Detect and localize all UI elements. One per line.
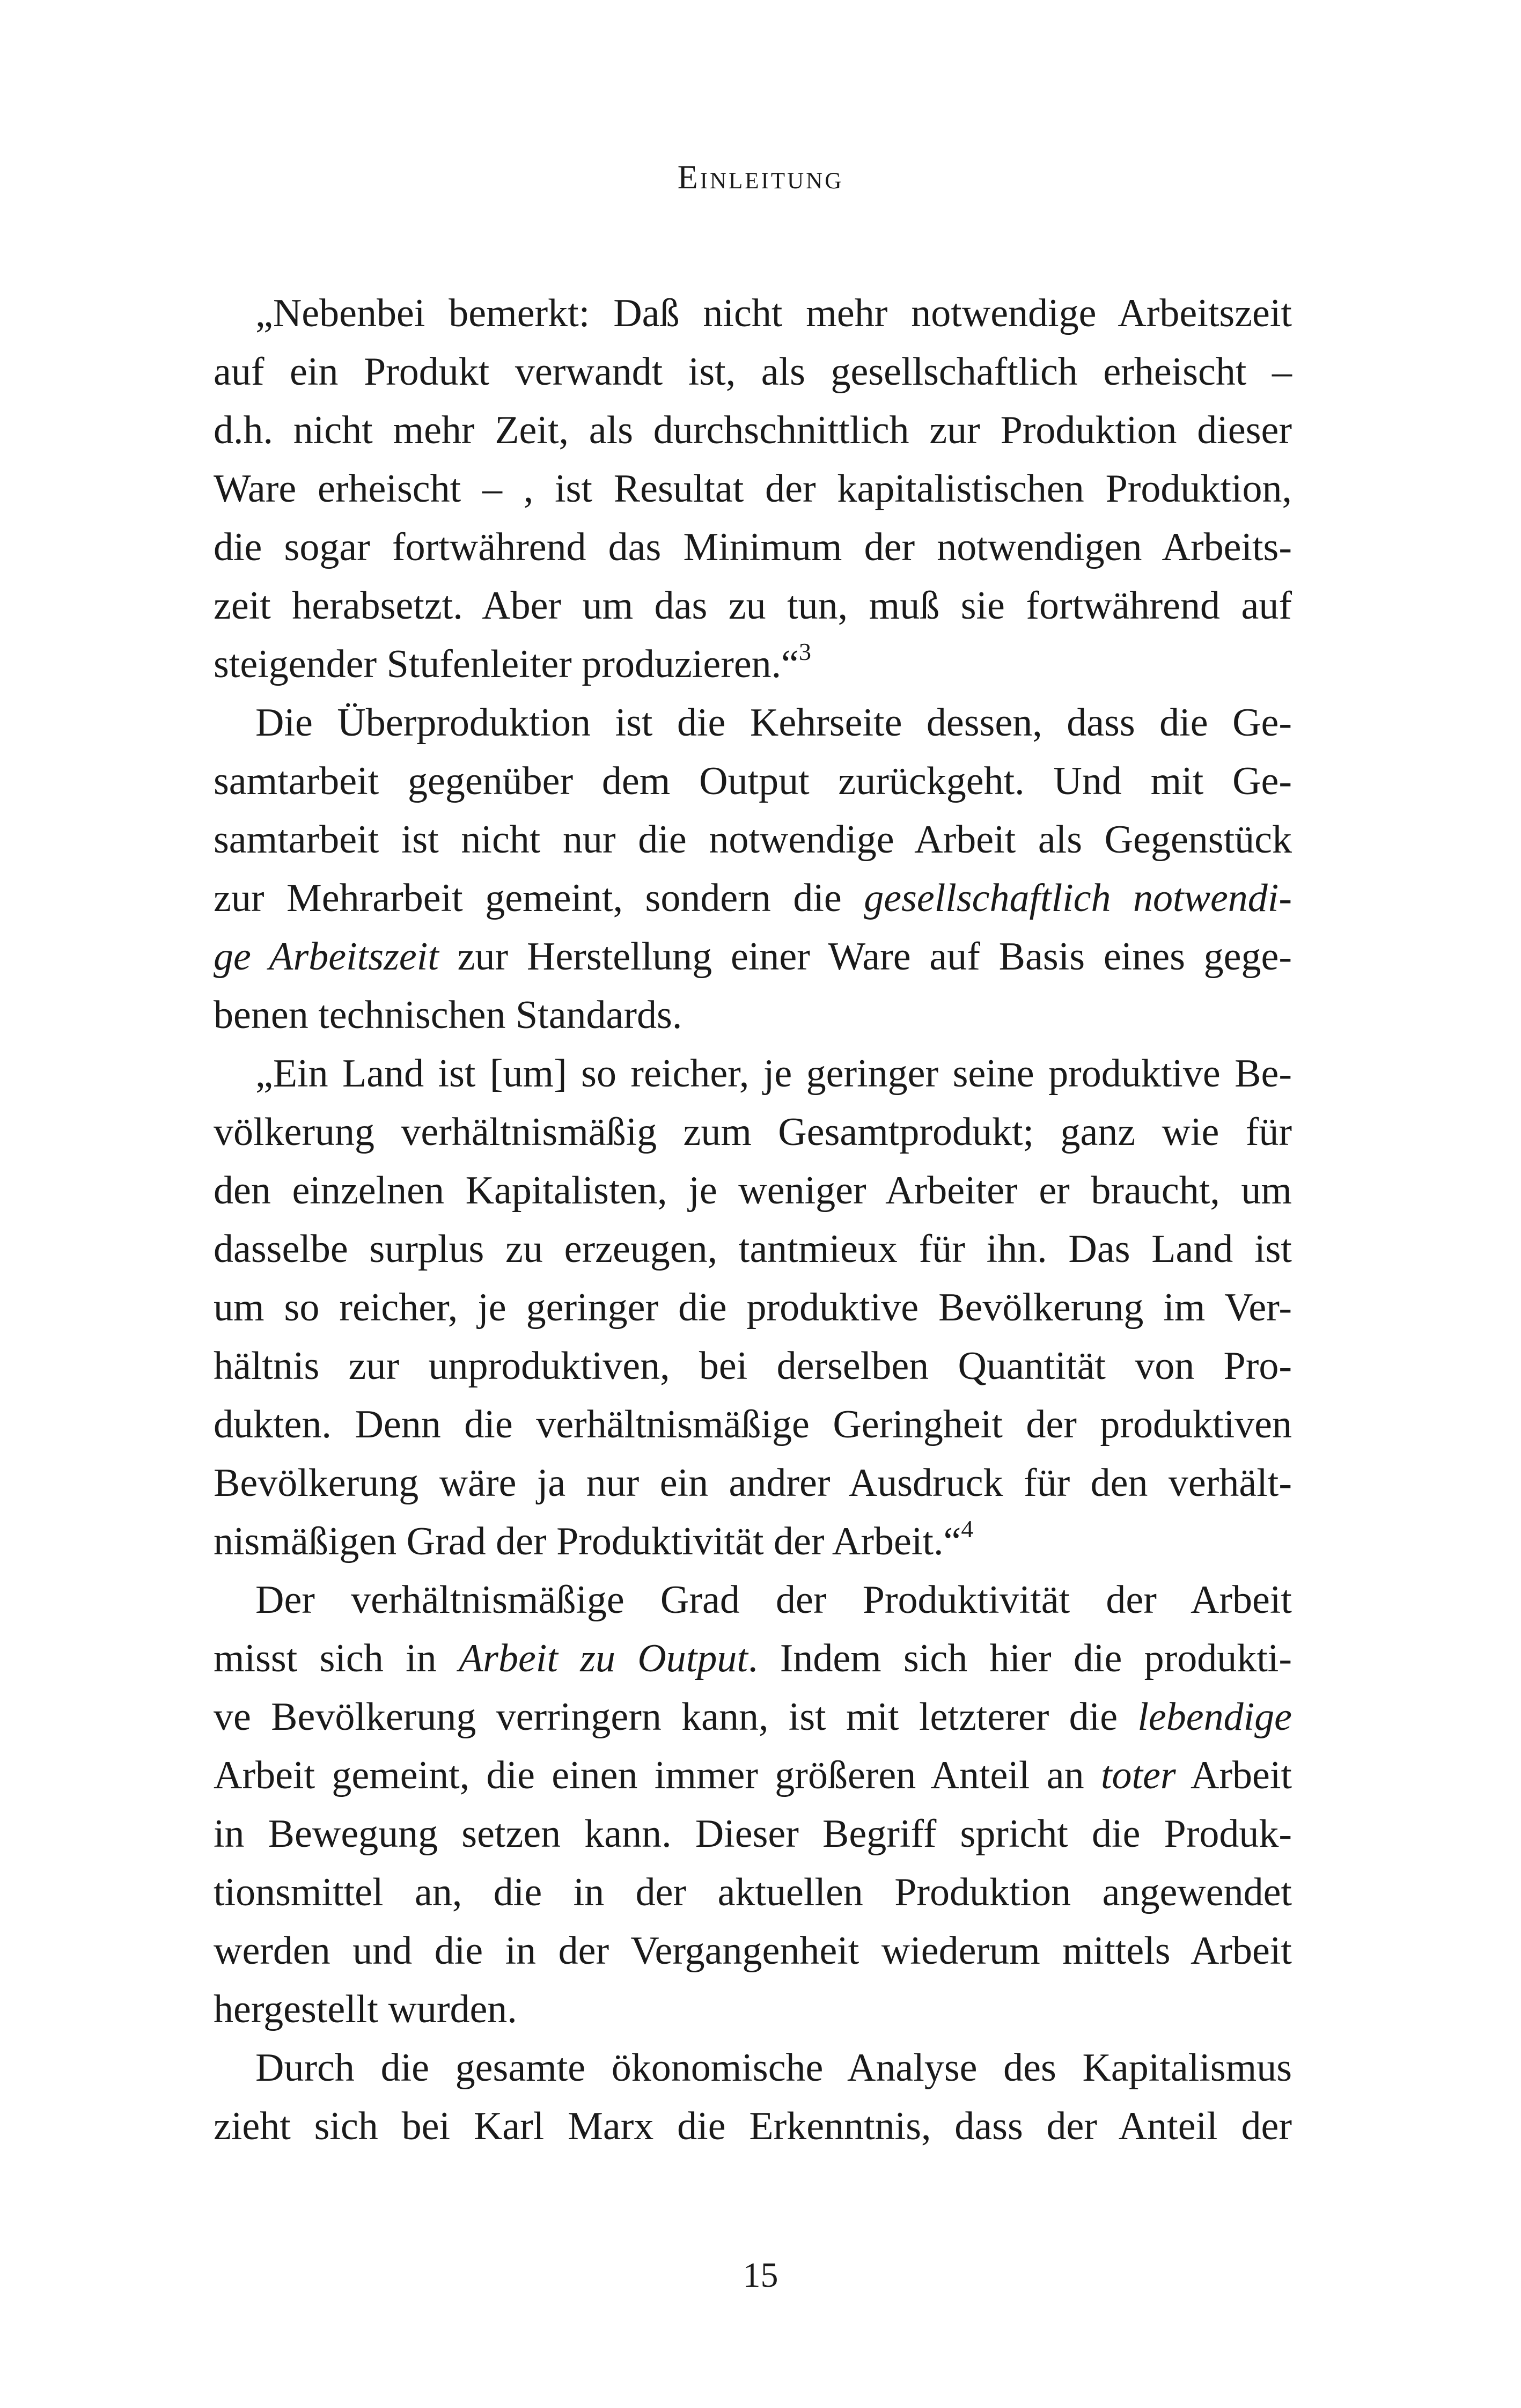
emphasis-text: toter xyxy=(1100,1753,1176,1797)
text-line: dukten. Denn die verhältnismäßige Geringheit der produktiven xyxy=(214,1403,1292,1447)
text-line: samtarbeit gegenüber dem Output zurückgeht. Und mit Ge- xyxy=(214,759,1292,803)
text-line: zeit herabsetzt. Aber um das zu tun, muß sie fortwährend auf xyxy=(214,584,1292,628)
emphasis-text: gesellschaftlich notwendi- xyxy=(864,876,1292,920)
text-line: werden und die in der Vergangenheit wiederum mittels Arbeit xyxy=(214,1929,1292,1973)
text-line: d.h. nicht mehr Zeit, als durchschnittlich zur Produktion dieser xyxy=(214,408,1292,452)
text-line: Die Überproduktion ist die Kehrseite dessen, dass die Ge- xyxy=(255,701,1292,745)
line-text: nismäßigen Grad der Produktivität der Arbeit.“ xyxy=(214,1519,961,1563)
text-line: zieht sich bei Karl Marx die Erkenntnis, dass der Anteil der xyxy=(214,2104,1292,2148)
text-line: auf ein Produkt verwandt ist, als gesellschaftlich erheischt – xyxy=(214,350,1292,394)
paragraph-quote-1 xyxy=(214,284,1292,694)
text-line: benen technischen Standards. xyxy=(214,993,682,1037)
text-line: „Nebenbei bemerkt: Daß nicht mehr notwendige Arbeitszeit xyxy=(255,291,1292,335)
text-line: „Ein Land ist [um] so reicher, je geringer seine produktive Be- xyxy=(255,1052,1292,1096)
line-text: zur Mehrarbeit gemeint, sondern die xyxy=(214,876,864,920)
text-line xyxy=(214,869,1292,928)
text-line: hältnis zur unproduktiven, bei derselben Quantität von Pro- xyxy=(214,1344,1292,1388)
emphasis-text: Arbeit zu Output xyxy=(458,1636,748,1680)
text-line xyxy=(214,928,1292,986)
text-line: hergestellt wurden. xyxy=(214,1987,517,2031)
text-line: Durch die gesamte ökonomische Analyse des Kapitalismus xyxy=(255,2046,1292,2090)
footnote-marker[interactable]: 3 xyxy=(799,638,812,666)
text-line: Der verhältnismäßige Grad der Produktivität der Arbeit xyxy=(255,1578,1292,1622)
running-head: Einleitung xyxy=(677,159,844,196)
text-line: tionsmittel an, die in der aktuellen Produktion angewendet xyxy=(214,1870,1292,1914)
text-line: den einzelnen Kapitalisten, je weniger Arbeiter er braucht, um xyxy=(214,1169,1292,1213)
text-line: samtarbeit ist nicht nur die notwendige Arbeit als Gegenstück xyxy=(214,818,1292,862)
text-line: völkerung verhältnismäßig zum Gesamtprodukt; ganz wie für xyxy=(214,1110,1292,1154)
paragraph-5 xyxy=(214,2039,1292,2156)
text-line: um so reicher, je geringer die produktive Bevölkerung im Ver- xyxy=(214,1286,1292,1330)
paragraph-4 xyxy=(214,1571,1292,2039)
paragraph-2 xyxy=(214,694,1292,1045)
emphasis-text: lebendige xyxy=(1137,1695,1292,1739)
page-number: 15 xyxy=(743,2256,778,2295)
text-line xyxy=(214,1629,1292,1688)
line-text: steigender Stufenleiter produzieren.“ xyxy=(214,642,799,686)
line-text: zur Herstellung einer Ware auf Basis eines gege- xyxy=(438,935,1292,979)
emphasis-text: ge Arbeitszeit xyxy=(214,935,439,979)
text-line xyxy=(214,1513,1292,1571)
paragraph-quote-2 xyxy=(214,1045,1292,1571)
line-text: . Indem sich hier die produkti- xyxy=(747,1636,1292,1680)
line-text: misst sich in xyxy=(214,1636,459,1680)
text-line xyxy=(214,635,1292,694)
text-line: dasselbe surplus zu erzeugen, tantmieux für ihn. Das Land ist xyxy=(214,1227,1292,1271)
text-line: die sogar fortwährend das Minimum der notwendigen Arbeits- xyxy=(214,525,1292,569)
text-line: Bevölkerung wäre ja nur ein andrer Ausdruck für den verhält- xyxy=(214,1461,1292,1505)
line-text: ve Bevölkerung verringern kann, ist mit letzterer die xyxy=(214,1695,1138,1739)
line-text: Arbeit gemeint, die einen immer größeren Anteil an xyxy=(214,1753,1101,1797)
text-line: Ware erheischt – , ist Resultat der kapitalistischen Produktion, xyxy=(214,467,1292,511)
line-text: Arbeit xyxy=(1175,1753,1292,1797)
text-line: in Bewegung setzen kann. Dieser Begriff spricht die Produk- xyxy=(214,1812,1292,1856)
footnote-marker[interactable]: 4 xyxy=(961,1515,974,1543)
text-line xyxy=(214,1746,1292,1805)
body-text xyxy=(214,284,1292,2156)
text-line xyxy=(214,1688,1292,1746)
